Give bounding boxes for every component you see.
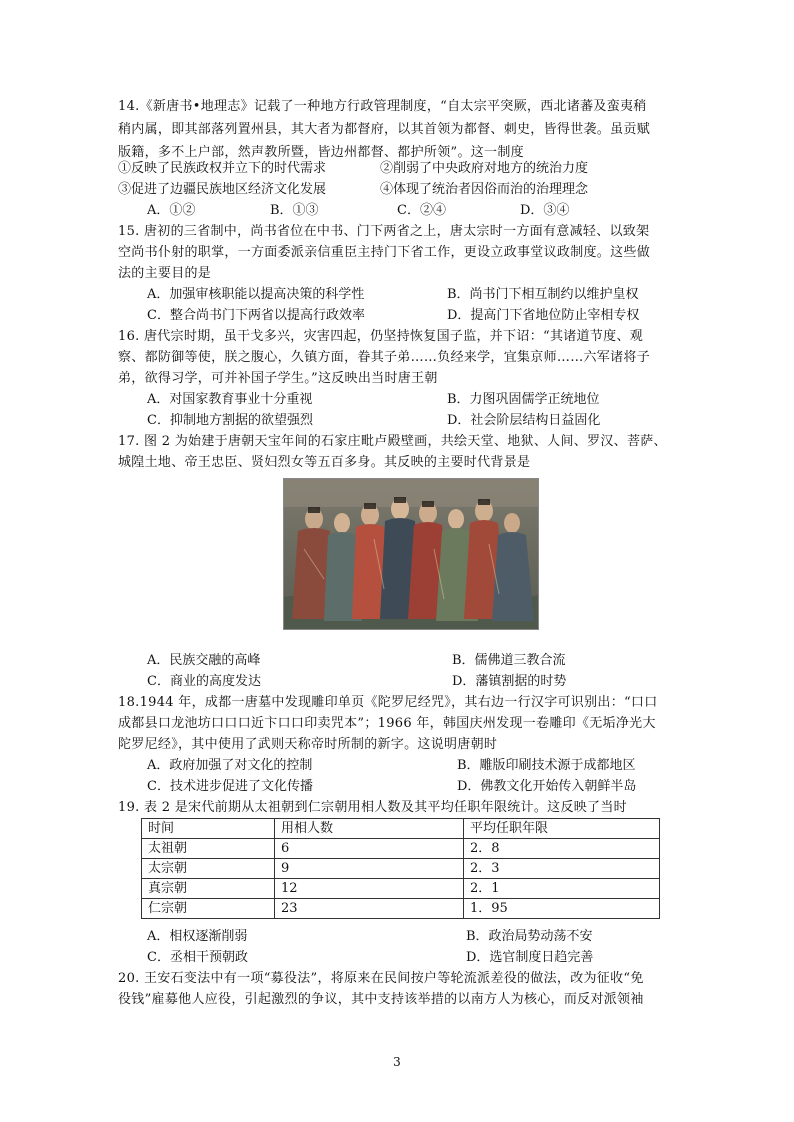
table-cell: 仁宗朝 bbox=[142, 899, 275, 919]
q15-stem-line-2: 空尚书仆射的职掌，一方面委派亲信重臣主持门下省工作，更设立政事堂议政制度。这些做 bbox=[118, 245, 651, 260]
table-cell: 9 bbox=[275, 859, 464, 879]
q15-option-d: D．提高门下省地位防止宰相专权 bbox=[447, 308, 640, 323]
table-header-cell: 时间 bbox=[142, 819, 275, 839]
table-header-row bbox=[142, 819, 660, 839]
q17-option-d: D．藩镇割据的时势 bbox=[452, 674, 567, 689]
table-header-cell: 平均任职年限 bbox=[464, 819, 660, 839]
q16-stem-line-2: 察、都防御等使，朕之腹心，久镇方面，眷其子弟……负经来学，宜集京师……六军诸将子 bbox=[118, 350, 651, 365]
table-cell: 6 bbox=[275, 839, 464, 859]
mural-painting-graphic bbox=[284, 479, 538, 629]
page-number: 3 bbox=[393, 1055, 401, 1069]
q17-stem-line-2: 城隍土地、帝王忠臣、贤妇烈女等五百多身。其反映的主要时代背景是 bbox=[118, 455, 531, 470]
q20-stem-line-2: 役钱”雇募他人应役，引起激烈的争议，其中支持该举措的以南方人为核心，而反对派领袖 bbox=[118, 992, 644, 1007]
table-row bbox=[142, 859, 660, 879]
table-header-cell: 用相人数 bbox=[275, 819, 464, 839]
stats-table bbox=[141, 818, 660, 919]
table-cell: 12 bbox=[275, 879, 464, 899]
q15-option-c: C．整合尚书门下两省以提高行政效率 bbox=[147, 308, 365, 323]
table-cell: 2．1 bbox=[464, 879, 660, 899]
table-row bbox=[142, 839, 660, 859]
q14-item-2: ②削弱了中央政府对地方的统治力度 bbox=[380, 161, 589, 176]
q20-stem-line-1: 20. 王安石变法中有一项“募役法”，将原来在民间按户等轮流派差役的做法，改为征收“免 bbox=[118, 971, 644, 986]
q16-stem-line-1: 16. 唐代宗时期，虽干戈多兴，灾害四起，仍坚持恢复国子监，并下诏：“其诸道节度、观 bbox=[118, 329, 644, 344]
q18-stem-line-3: 陀罗尼经》，其中使用了武则天称帝时所制的新字。这说明唐朝时 bbox=[118, 737, 498, 752]
q15-option-a: A．加强审核职能以提高决策的科学性 bbox=[147, 287, 365, 302]
q14-item-1: ①反映了民族政权并立下的时代需求 bbox=[118, 161, 327, 176]
table-cell: 太祖朝 bbox=[142, 839, 275, 859]
table-cell: 2．3 bbox=[464, 859, 660, 879]
q18-option-c: C．技术进步促进了文化传播 bbox=[147, 779, 313, 794]
table-row bbox=[142, 899, 660, 919]
q14-stem-line-3: 版籍，多不上户部，然声教所暨，皆边州都督、都护所领”。这一制度 bbox=[118, 145, 524, 160]
q16-option-c: C．抑制地方割据的欲望强烈 bbox=[147, 413, 313, 428]
q14-option-d: D．③④ bbox=[520, 203, 570, 218]
q16-option-b: B．力图巩固儒学正统地位 bbox=[447, 392, 600, 407]
q16-option-d: D．社会阶层结构日益固化 bbox=[447, 413, 601, 428]
q14-stem-line-2: 稍内属，即其部落列置州县，其大者为都督府，以其首领为都督、刺史，皆得世袭。虽贡赋 bbox=[118, 122, 651, 137]
q18-stem-line-2: 成都县口龙池坊口口口近卞口口印卖咒本”；1966 年，韩国庆州发现一卷雕印《无垢净光大 bbox=[118, 716, 656, 731]
mural-painting-image bbox=[283, 478, 539, 630]
q14-option-b: B．①③ bbox=[270, 203, 319, 218]
q14-item-4: ④体现了统治者因俗而治的治理理念 bbox=[380, 182, 589, 197]
q19-option-b: B．政治局势动荡不安 bbox=[466, 929, 593, 944]
table-cell: 太宗朝 bbox=[142, 859, 275, 879]
table-cell: 1．95 bbox=[464, 899, 660, 919]
table-cell: 23 bbox=[275, 899, 464, 919]
q15-stem-line-3: 法的主要目的是 bbox=[118, 266, 212, 281]
q14-item-3: ③促进了边疆民族地区经济文化发展 bbox=[118, 182, 327, 197]
q19-stem-line-1: 19. 表 2 是宋代前期从太祖朝到仁宗朝用相人数及其平均任职年限统计。这反映了当时 bbox=[118, 800, 627, 815]
q19-option-d: D．选官制度日趋完善 bbox=[466, 950, 594, 965]
q19-option-a: A．相权逐渐削弱 bbox=[147, 929, 248, 944]
table-cell: 2．8 bbox=[464, 839, 660, 859]
q17-option-c: C．商业的高度发达 bbox=[147, 674, 261, 689]
q17-option-a: A．民族交融的高峰 bbox=[147, 653, 261, 668]
q16-stem-line-3: 弟，欲得习学，可并补国子学生。”这反映出当时唐王朝 bbox=[118, 371, 438, 386]
q18-option-b: B．雕版印刷技术源于成都地区 bbox=[457, 758, 636, 773]
q16-option-a: A．对国家教育事业十分重视 bbox=[147, 392, 313, 407]
q15-option-b: B．尚书门下相互制约以维护皇权 bbox=[447, 287, 639, 302]
table-row bbox=[142, 879, 660, 899]
table-cell: 真宗朝 bbox=[142, 879, 275, 899]
q19-option-c: C．丞相干预朝政 bbox=[147, 950, 248, 965]
q18-stem-line-1: 18.1944 年，成都一唐墓中发现雕印单页《陀罗尼经咒》，其右边一行汉字可识别出：“口口 bbox=[118, 695, 658, 710]
q17-stem-line-1: 17. 图 2 为始建于唐朝天宝年间的石家庄毗卢殿壁画，共绘天堂、地狱、人间、罗汉、菩萨、 bbox=[118, 434, 667, 449]
q15-stem-line-1: 15. 唐初的三省制中，尚书省位在中书、门下两省之上，唐太宗时一方面有意减轻、以致架 bbox=[118, 224, 650, 239]
q18-option-d: D．佛教文化开始传入朝鲜半岛 bbox=[457, 779, 637, 794]
q14-stem-line-1: 14.《新唐书•地理志》记载了一种地方行政管理制度，“自太宗平突厥，西北诸蕃及蛮夷稍 bbox=[118, 99, 647, 114]
q14-option-a: A．①② bbox=[147, 203, 196, 218]
q18-option-a: A．政府加强了对文化的控制 bbox=[147, 758, 313, 773]
q17-option-b: B．儒佛道三教合流 bbox=[452, 653, 566, 668]
q14-option-c: C．②④ bbox=[397, 203, 446, 218]
